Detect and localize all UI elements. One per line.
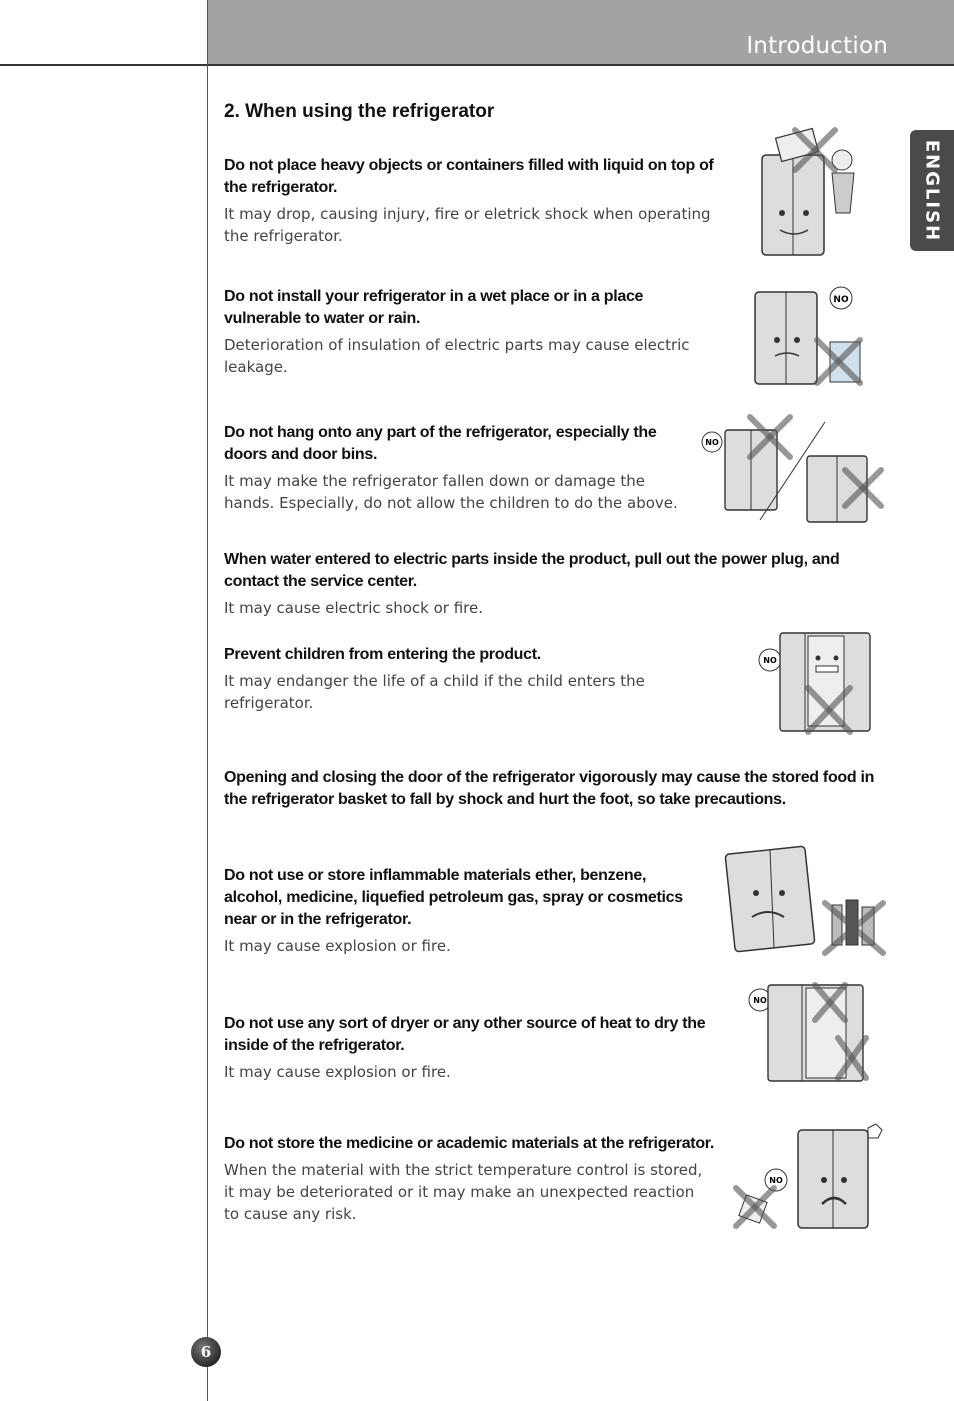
no-badge-text: NO (705, 438, 719, 447)
refrigerator-dryer-illustration (730, 980, 870, 1085)
warning-text: Do not use or store inflammable materials ether, benzene, alcohol, medicine, liquefied petroleum gas, spray or cosmetics near or in the refrigerator. (224, 867, 683, 928)
warning-text: Do not place heavy objects or containers filled with liquid on top of the refrigerator. (224, 157, 714, 196)
safety-item (224, 865, 684, 957)
page-number: 6 (191, 1337, 221, 1367)
warning-text: Do not install your refrigerator in a wet place or in a place vulnerable to water or rain. (224, 288, 644, 327)
refrigerator-children-illustration (740, 628, 875, 738)
detail-text: It may cause explosion or fire. (224, 1063, 451, 1081)
language-tab[interactable] (910, 130, 954, 251)
no-badge-text: NO (753, 996, 767, 1005)
no-badge-text: NO (763, 656, 777, 665)
safety-item (224, 286, 694, 378)
detail-text: It may cause explosion or fire. (224, 937, 451, 955)
header-divider (0, 64, 954, 66)
warning-text: Opening and closing the door of the refrigerator vigorously may cause the stored food in the refrigerator basket to fall by shock and hurt the foot, so take precautions. (224, 769, 875, 808)
safety-item (224, 1133, 714, 1225)
no-badge-text: NO (769, 1176, 783, 1185)
refrigerator-heavy-objects-illustration (750, 125, 860, 260)
detail-text: It may endanger the life of a child if the child enters the refrigerator. (224, 672, 645, 712)
safety-item (224, 549, 889, 619)
detail-text: It may cause electric shock or fire. (224, 599, 483, 617)
header-band (208, 0, 954, 64)
warning-text: Do not store the medicine or academic materials at the refrigerator. (224, 1135, 714, 1152)
detail-text: Deterioration of insulation of electric parts may cause electric leakage. (224, 336, 690, 376)
refrigerator-medicine-illustration (730, 1118, 890, 1233)
refrigerator-hanging-illustration (695, 412, 895, 524)
safety-item (224, 422, 689, 514)
detail-text: It may drop, causing injury, fire or eletrick shock when operating the refrigerator. (224, 205, 711, 245)
detail-text: It may make the refrigerator fallen down or damage the hands. Especially, do not allow the children to do the above. (224, 472, 678, 512)
warning-text: Do not use any sort of dryer or any other source of heat to dry the inside of the refrigerator. (224, 1015, 706, 1054)
section-title: 2. When using the refrigerator (224, 101, 495, 122)
no-badge-text: NO (833, 295, 849, 305)
page-header-title: Introduction (746, 33, 888, 59)
refrigerator-flammables-illustration (700, 845, 890, 957)
refrigerator-wet-place-illustration (745, 280, 865, 390)
safety-item (224, 1013, 714, 1083)
safety-item (224, 155, 714, 247)
language-tab-label: ENGLISH (921, 139, 943, 242)
safety-item (224, 644, 674, 714)
margin-divider (207, 0, 208, 1401)
safety-item (224, 767, 894, 811)
detail-text: When the material with the strict temperature control is stored, it may be deteriorated or it may make an unexpected reaction to cause any risk. (224, 1161, 703, 1223)
warning-text: When water entered to electric parts inside the product, pull out the power plug, and contact the service center. (224, 551, 840, 590)
warning-text: Prevent children from entering the product. (224, 646, 541, 663)
warning-text: Do not hang onto any part of the refrigerator, especially the doors and door bins. (224, 424, 657, 463)
